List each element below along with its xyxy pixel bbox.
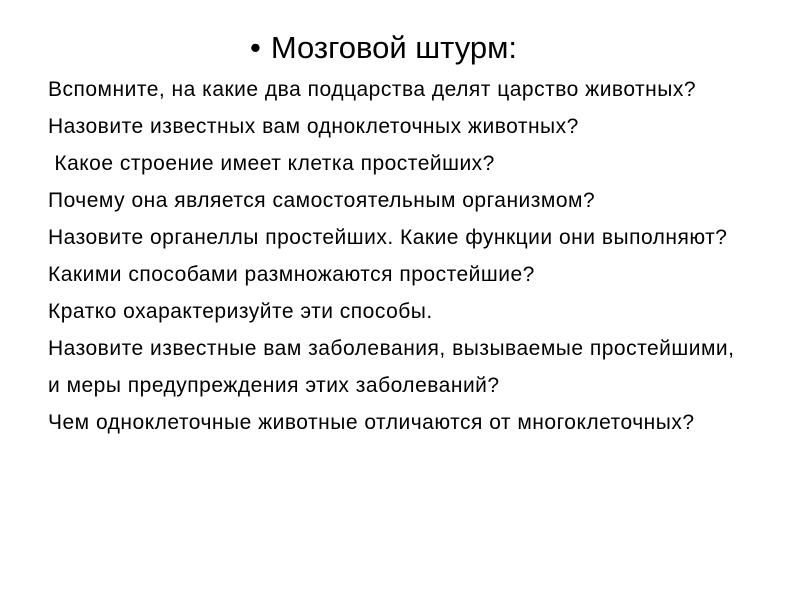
title-text: Мозговой штурм: [270, 30, 518, 65]
title-bullet: • [250, 30, 261, 65]
question-item: Вспомните, на какие два подцарства делят царство животных? [48, 78, 697, 101]
question-item: Назовите известных вам одноклеточных животных? [48, 115, 579, 138]
question-item: Почему она является самостоятельным организмом? [48, 189, 596, 212]
slide-title [250, 28, 517, 68]
question-item: Назовите органеллы простейших. Какие функции они выполняют? [48, 226, 728, 249]
question-item: Кратко охарактеризуйте эти способы. [48, 300, 433, 323]
question-item: Какими способами размножаются простейшие? [48, 263, 535, 286]
question-item: и меры предупреждения этих заболеваний? [48, 374, 500, 397]
question-item: Какое строение имеет клетка простейших? [48, 152, 495, 175]
question-item: Назовите известные вам заболевания, вызываемые простейшими, [48, 337, 735, 360]
question-item: Чем одноклеточные животные отличаются от многоклеточных? [48, 411, 695, 434]
questions-list [48, 76, 768, 446]
